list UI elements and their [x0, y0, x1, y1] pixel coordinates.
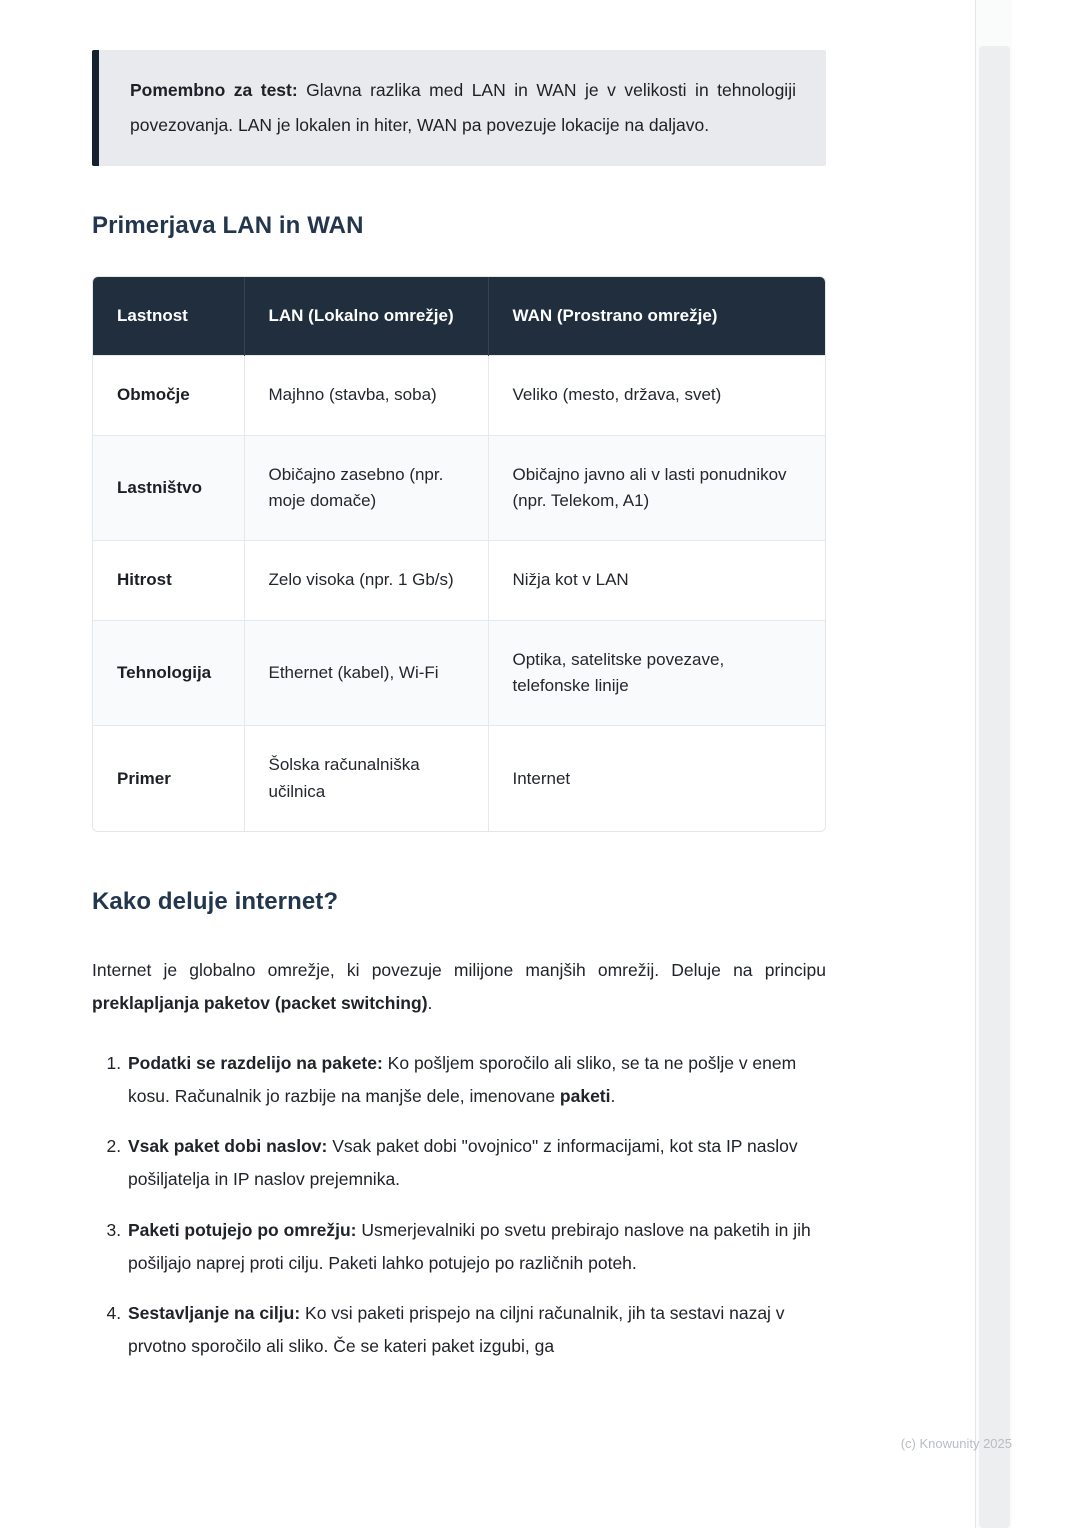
step-text: Ko vsi paketi prispejo na ciljni računalnik, jih ta sestavi nazaj v prvotno sporočilo ali sliko. Če se kateri paket izgubi, ga — [128, 1303, 785, 1357]
intro-text-1: Internet je globalno omrežje, ki povezuje milijone manjših omrežij. Deluje na principu — [92, 960, 826, 981]
step-text: Vsak paket dobi "ovojnico" z informacijami, kot sta IP naslov pošiljatelja in IP naslov prejemnika. — [128, 1136, 798, 1190]
lan-wan-comparison-table — [93, 277, 825, 831]
table-row — [93, 541, 825, 620]
cell-lan: Majhno (stavba, soba) — [244, 356, 488, 435]
step-lead: Vsak paket dobi naslov: — [128, 1136, 328, 1157]
intro-text-2: . — [427, 993, 433, 1014]
step-lead: Paketi potujejo po omrežju: — [128, 1219, 357, 1240]
list-item-step-4 — [126, 1297, 826, 1364]
cell-wan: Optika, satelitske povezave, telefonske linije — [488, 620, 825, 726]
cell-feature: Hitrost — [93, 541, 244, 620]
step-lead: Sestavljanje na cilju: — [128, 1303, 301, 1324]
list-item-step-3 — [126, 1214, 826, 1281]
step-text-end: . — [610, 1085, 616, 1106]
table-header-lan: LAN (Lokalno omrežje) — [244, 277, 488, 356]
callout-body: Glavna razlika med LAN in WAN je v velikosti in tehnologiji povezovanja. LAN je lokalen in hiter, WAN pa povezuje lokacije na daljavo. — [130, 80, 796, 135]
step-lead: Podatki se razdelijo na pakete: — [128, 1052, 383, 1073]
list-item-step-1 — [126, 1047, 826, 1114]
cell-feature: Lastništvo — [93, 435, 244, 541]
important-callout — [92, 50, 826, 166]
table-row — [93, 620, 825, 726]
cell-wan: Nižja kot v LAN — [488, 541, 825, 620]
table-row — [93, 726, 825, 831]
cell-feature: Območje — [93, 356, 244, 435]
internet-intro-paragraph — [92, 954, 826, 1021]
cell-lan: Šolska računalniška učilnica — [244, 726, 488, 831]
cell-feature: Primer — [93, 726, 244, 831]
table-header-row — [93, 277, 825, 356]
cell-wan: Običajno javno ali v lasti ponudnikov (npr. Telekom, A1) — [488, 435, 825, 541]
list-item-step-2 — [126, 1130, 826, 1197]
copyright-credit: (c) Knowunity 2025 — [900, 1436, 1012, 1451]
callout-lead: Pomembno za test: — [130, 80, 298, 100]
section-title-comparison: Primerjava LAN in WAN — [92, 212, 364, 239]
step-bold: paketi — [559, 1085, 611, 1106]
packet-switching-steps-list — [92, 1047, 826, 1364]
cell-lan: Običajno zasebno (npr. moje domače) — [244, 435, 488, 541]
scrollbar-thumb[interactable] — [979, 46, 1010, 1528]
intro-bold: preklapljanja paketov (packet switching) — [92, 993, 428, 1014]
table-row — [93, 356, 825, 435]
table-row — [93, 435, 825, 541]
cell-lan: Zelo visoka (npr. 1 Gb/s) — [244, 541, 488, 620]
cell-wan: Internet — [488, 726, 825, 831]
document-content — [92, 0, 826, 1381]
cell-feature: Tehnologija — [93, 620, 244, 726]
scrollbar-track[interactable] — [975, 0, 1012, 1528]
lan-wan-table-container — [92, 276, 826, 832]
step-text: Ko pošljem sporočilo ali sliko, se ta ne pošlje v enem kosu. Računalnik jo razbije na manjše dele, imenovane — [128, 1052, 797, 1106]
section-title-internet: Kako deluje internet? — [92, 888, 339, 916]
table-header-wan: WAN (Prostrano omrežje) — [488, 277, 825, 356]
table-header-feature: Lastnost — [93, 277, 244, 356]
cell-wan: Veliko (mesto, država, svet) — [488, 356, 825, 435]
step-text: Usmerjevalniki po svetu prebirajo naslove na paketih in jih pošiljajo naprej proti cilju. Paketi lahko potujejo po različnih poteh. — [128, 1219, 811, 1273]
cell-lan: Ethernet (kabel), Wi-Fi — [244, 620, 488, 726]
